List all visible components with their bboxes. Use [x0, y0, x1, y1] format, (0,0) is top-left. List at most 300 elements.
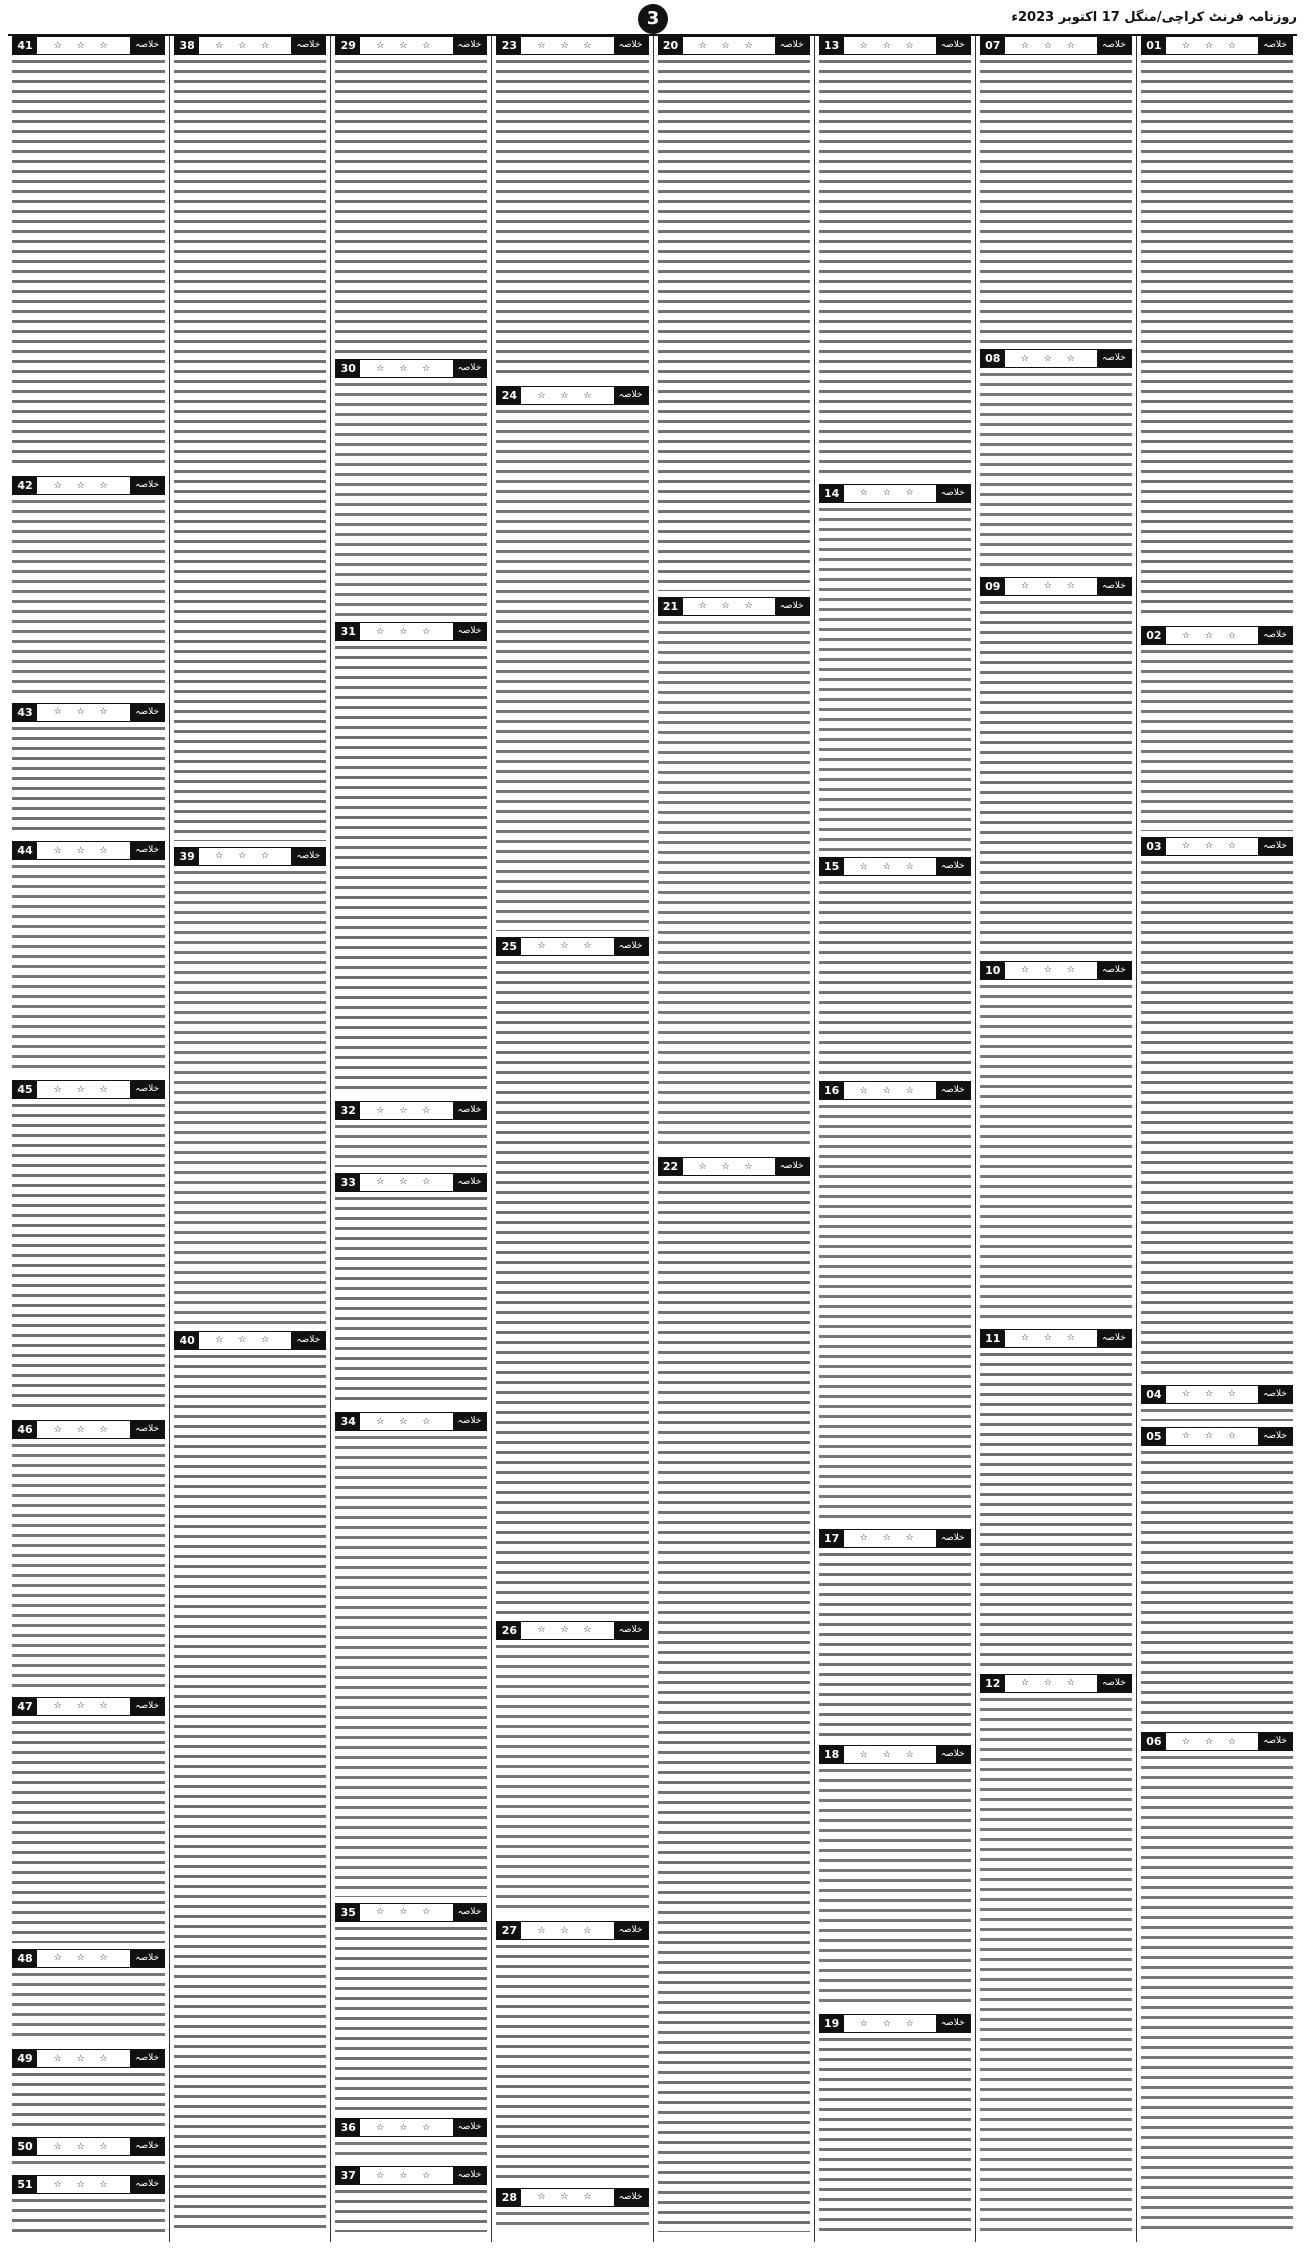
item-body-text — [12, 1718, 165, 1943]
item-header-bar — [174, 847, 326, 866]
item-number: 46 — [13, 1421, 37, 1438]
star-divider-icon: ☆ ☆ ☆ — [376, 1907, 437, 1918]
item-tag: خلاصہ — [614, 387, 648, 404]
star-divider-icon: ☆ ☆ ☆ — [215, 1335, 276, 1346]
item-tag: خلاصہ — [291, 1332, 325, 1349]
item-header-bar — [335, 2118, 487, 2137]
star-divider-icon: ☆ ☆ ☆ — [376, 40, 437, 51]
star-divider-icon: ☆ ☆ ☆ — [1182, 1431, 1242, 1442]
item-body-text — [819, 2035, 971, 2232]
item-body-text — [980, 57, 1132, 343]
item-tag: خلاصہ — [614, 1622, 648, 1639]
news-item — [496, 1921, 648, 2184]
star-divider-icon: ☆ ☆ ☆ — [215, 40, 276, 51]
item-header-bar — [819, 857, 971, 876]
item-tag: خلاصہ — [130, 1421, 164, 1438]
news-column — [814, 36, 975, 2242]
item-tag: خلاصہ — [1258, 838, 1292, 855]
item-number: 04 — [1142, 1386, 1166, 1403]
item-tag: خلاصہ — [775, 1158, 809, 1175]
item-body-text — [980, 982, 1132, 1323]
item-number: 44 — [13, 842, 37, 859]
item-tag: خلاصہ — [936, 2015, 970, 2032]
item-body-text — [12, 1101, 165, 1414]
news-item — [12, 1697, 165, 1945]
item-header-bar — [496, 1621, 648, 1640]
item-body-text — [980, 1695, 1132, 2232]
item-tag: خلاصہ — [453, 2167, 487, 2184]
item-body-text — [335, 57, 487, 353]
item-header-bar — [819, 1081, 971, 1100]
item-number: 05 — [1142, 1428, 1166, 1445]
news-item — [12, 703, 165, 837]
item-body-text — [12, 2070, 165, 2131]
item-body-text — [496, 1642, 648, 1915]
item-body-text — [335, 1924, 487, 2112]
star-divider-icon: ☆ ☆ ☆ — [537, 941, 598, 952]
item-number: 29 — [336, 37, 360, 54]
item-body-text — [174, 1352, 326, 2232]
item-tag: خلاصہ — [1097, 578, 1131, 595]
star-divider-icon: ☆ ☆ ☆ — [698, 1161, 759, 1172]
item-tag: خلاصہ — [130, 704, 164, 721]
item-number: 23 — [497, 37, 521, 54]
item-tag: خلاصہ — [130, 2050, 164, 2067]
item-header-bar — [1141, 36, 1293, 55]
item-number: 39 — [175, 848, 199, 865]
news-column — [169, 36, 330, 2242]
item-header-bar — [12, 2137, 165, 2156]
item-body-text — [819, 57, 971, 478]
item-tag: خلاصہ — [130, 1081, 164, 1098]
item-tag: خلاصہ — [130, 1950, 164, 1967]
item-body-text — [496, 958, 648, 1615]
news-item — [335, 622, 487, 1097]
item-tag: خلاصہ — [1097, 962, 1131, 979]
item-body-text — [496, 1942, 648, 2182]
item-tag: خلاصہ — [614, 2189, 648, 2206]
news-item — [658, 597, 810, 1154]
news-item — [12, 1949, 165, 2046]
item-number: 19 — [820, 2015, 844, 2032]
news-item — [12, 36, 165, 472]
star-divider-icon: ☆ ☆ ☆ — [1182, 841, 1242, 852]
news-item — [980, 961, 1132, 1325]
masthead: روزنامہ فرنٹ کراچی/منگل 17 اکتوبر 2023ء — [1011, 10, 1297, 25]
item-tag: خلاصہ — [130, 477, 164, 494]
item-header-bar — [335, 36, 487, 55]
news-column — [1136, 36, 1297, 2242]
item-header-bar — [496, 937, 648, 956]
item-tag: خلاصہ — [614, 938, 648, 955]
item-body-text — [1141, 647, 1293, 831]
item-body-text — [174, 57, 326, 841]
star-divider-icon: ☆ ☆ ☆ — [537, 40, 598, 51]
item-number: 28 — [497, 2189, 521, 2206]
news-item — [496, 2188, 648, 2234]
star-divider-icon: ☆ ☆ ☆ — [53, 1424, 114, 1435]
star-divider-icon: ☆ ☆ ☆ — [53, 1084, 114, 1095]
news-item — [174, 1331, 326, 2234]
news-item — [496, 1621, 648, 1917]
star-divider-icon: ☆ ☆ ☆ — [1020, 965, 1081, 976]
item-tag: خلاصہ — [453, 1102, 487, 1119]
item-number: 45 — [13, 1081, 37, 1098]
item-number: 30 — [336, 360, 360, 377]
item-number: 14 — [820, 485, 844, 502]
item-tag: خلاصہ — [453, 37, 487, 54]
item-number: 21 — [659, 598, 683, 615]
item-header-bar — [980, 1674, 1132, 1693]
item-tag: خلاصہ — [453, 1413, 487, 1430]
news-item — [496, 386, 648, 933]
item-header-bar — [658, 36, 810, 55]
item-header-bar — [1141, 1385, 1293, 1404]
item-header-bar — [980, 36, 1132, 55]
star-divider-icon: ☆ ☆ ☆ — [376, 1177, 437, 1188]
item-header-bar — [335, 1412, 487, 1431]
item-tag: خلاصہ — [936, 858, 970, 875]
item-body-text — [174, 868, 326, 1325]
item-header-bar — [335, 622, 487, 641]
item-header-bar — [496, 36, 648, 55]
star-divider-icon: ☆ ☆ ☆ — [376, 2122, 437, 2133]
item-number: 15 — [820, 858, 844, 875]
item-number: 10 — [981, 962, 1005, 979]
item-number: 26 — [497, 1622, 521, 1639]
star-divider-icon: ☆ ☆ ☆ — [53, 845, 114, 856]
item-number: 32 — [336, 1102, 360, 1119]
item-header-bar — [819, 2014, 971, 2033]
news-item — [496, 937, 648, 1617]
item-header-bar — [12, 36, 165, 55]
item-tag: خلاصہ — [775, 37, 809, 54]
item-tag: خلاصہ — [775, 598, 809, 615]
news-column — [975, 36, 1136, 2242]
item-body-text — [980, 1350, 1132, 1668]
item-number: 37 — [336, 2167, 360, 2184]
item-body-text — [335, 1122, 487, 1167]
news-item — [1141, 626, 1293, 833]
item-header-bar — [980, 349, 1132, 368]
item-header-bar — [819, 36, 971, 55]
news-item — [12, 2137, 165, 2171]
item-body-text — [12, 1970, 165, 2044]
item-tag: خلاصہ — [1097, 350, 1131, 367]
item-body-text — [12, 862, 165, 1074]
news-item — [335, 1101, 487, 1169]
item-number: 16 — [820, 1082, 844, 1099]
item-body-text — [819, 1102, 971, 1523]
star-divider-icon: ☆ ☆ ☆ — [1020, 1678, 1081, 1689]
item-tag: خلاصہ — [1258, 1386, 1292, 1403]
news-column — [491, 36, 652, 2242]
news-item — [496, 36, 648, 382]
item-number: 01 — [1142, 37, 1166, 54]
item-number: 33 — [336, 1174, 360, 1191]
news-item — [12, 1420, 165, 1693]
item-number: 36 — [336, 2119, 360, 2136]
item-header-bar — [980, 961, 1132, 980]
star-divider-icon: ☆ ☆ ☆ — [53, 2053, 114, 2064]
star-divider-icon: ☆ ☆ ☆ — [859, 861, 920, 872]
item-body-text — [819, 505, 971, 851]
item-header-bar — [12, 1949, 165, 1968]
item-number: 27 — [497, 1922, 521, 1939]
item-tag: خلاصہ — [936, 1746, 970, 1763]
star-divider-icon: ☆ ☆ ☆ — [1182, 1736, 1242, 1747]
item-number: 13 — [820, 37, 844, 54]
item-header-bar — [819, 1745, 971, 1764]
item-header-bar — [335, 359, 487, 378]
item-header-bar — [335, 1173, 487, 1192]
news-item — [980, 577, 1132, 957]
item-tag: خلاصہ — [1097, 1675, 1131, 1692]
star-divider-icon: ☆ ☆ ☆ — [537, 2192, 598, 2203]
item-header-bar — [12, 2175, 165, 2194]
item-tag: خلاصہ — [936, 1082, 970, 1099]
item-number: 38 — [175, 37, 199, 54]
item-header-bar — [335, 1903, 487, 1922]
item-number: 08 — [981, 350, 1005, 367]
item-header-bar — [1141, 626, 1293, 645]
item-body-text — [1141, 1448, 1293, 1727]
star-divider-icon: ☆ ☆ ☆ — [1020, 1333, 1081, 1344]
item-body-text — [12, 1441, 165, 1691]
star-divider-icon: ☆ ☆ ☆ — [859, 40, 920, 51]
news-column — [8, 36, 169, 2242]
item-tag: خلاصہ — [453, 2119, 487, 2136]
star-divider-icon: ☆ ☆ ☆ — [376, 1416, 437, 1427]
item-number: 43 — [13, 704, 37, 721]
news-item — [658, 1157, 810, 2234]
item-body-text — [12, 57, 165, 470]
star-divider-icon: ☆ ☆ ☆ — [1020, 40, 1081, 51]
star-divider-icon: ☆ ☆ ☆ — [537, 390, 598, 401]
star-divider-icon: ☆ ☆ ☆ — [376, 2170, 437, 2181]
item-tag: خلاصہ — [936, 485, 970, 502]
page-header — [8, 4, 1297, 36]
item-tag: خلاصہ — [614, 1922, 648, 1939]
news-item — [335, 2166, 487, 2234]
item-number: 02 — [1142, 627, 1166, 644]
news-item — [174, 847, 326, 1327]
news-item — [12, 841, 165, 1076]
item-tag: خلاصہ — [1258, 1428, 1292, 1445]
item-tag: خلاصہ — [130, 842, 164, 859]
item-header-bar — [12, 476, 165, 495]
star-divider-icon: ☆ ☆ ☆ — [859, 1749, 920, 1760]
item-header-bar — [12, 2049, 165, 2068]
news-item — [819, 1529, 971, 1741]
star-divider-icon: ☆ ☆ ☆ — [376, 626, 437, 637]
star-divider-icon: ☆ ☆ ☆ — [1182, 40, 1242, 51]
item-tag: خلاصہ — [130, 2176, 164, 2193]
item-tag: خلاصہ — [453, 360, 487, 377]
item-body-text — [335, 643, 487, 1095]
star-divider-icon: ☆ ☆ ☆ — [53, 2179, 114, 2190]
star-divider-icon: ☆ ☆ ☆ — [1182, 1389, 1242, 1400]
news-item — [12, 476, 165, 698]
item-number: 49 — [13, 2050, 37, 2067]
item-tag: خلاصہ — [130, 1698, 164, 1715]
news-item — [819, 1745, 971, 2010]
star-divider-icon: ☆ ☆ ☆ — [376, 1105, 437, 1116]
item-tag: خلاصہ — [130, 37, 164, 54]
star-divider-icon: ☆ ☆ ☆ — [859, 2018, 920, 2029]
item-tag: خلاصہ — [291, 37, 325, 54]
star-divider-icon: ☆ ☆ ☆ — [53, 1701, 114, 1712]
item-body-text — [335, 2139, 487, 2160]
news-column — [653, 36, 814, 2242]
item-number: 41 — [13, 37, 37, 54]
item-header-bar — [12, 703, 165, 722]
item-header-bar — [174, 36, 326, 55]
item-body-text — [335, 380, 487, 616]
item-header-bar — [496, 1921, 648, 1940]
news-item — [174, 36, 326, 843]
news-item — [980, 1329, 1132, 1670]
news-item — [980, 1674, 1132, 2234]
item-number: 20 — [659, 37, 683, 54]
news-item — [1141, 1427, 1293, 1729]
item-number: 25 — [497, 938, 521, 955]
page-number: 3 — [638, 4, 668, 34]
item-body-text — [819, 1766, 971, 2008]
item-body-text — [658, 57, 810, 591]
item-number: 50 — [13, 2138, 37, 2155]
item-tag: خلاصہ — [1258, 1733, 1292, 1750]
item-number: 34 — [336, 1413, 360, 1430]
item-number: 48 — [13, 1950, 37, 1967]
item-header-bar — [174, 1331, 326, 1350]
item-tag: خلاصہ — [453, 623, 487, 640]
news-item — [1141, 1732, 1293, 2234]
item-body-text — [12, 2158, 165, 2169]
item-header-bar — [819, 484, 971, 503]
item-header-bar — [496, 2188, 648, 2207]
star-divider-icon: ☆ ☆ ☆ — [1020, 353, 1081, 364]
item-header-bar — [12, 1697, 165, 1716]
news-columns — [8, 36, 1297, 2242]
item-tag: خلاصہ — [453, 1904, 487, 1921]
news-item — [819, 36, 971, 480]
item-number: 51 — [13, 2176, 37, 2193]
star-divider-icon: ☆ ☆ ☆ — [53, 2141, 114, 2152]
item-tag: خلاصہ — [1258, 627, 1292, 644]
item-header-bar — [12, 1420, 165, 1439]
star-divider-icon: ☆ ☆ ☆ — [376, 363, 437, 374]
item-header-bar — [12, 1080, 165, 1099]
item-number: 24 — [497, 387, 521, 404]
item-tag: خلاصہ — [936, 1530, 970, 1547]
item-body-text — [12, 724, 165, 835]
item-header-bar — [658, 1157, 810, 1176]
news-item — [335, 1412, 487, 1899]
news-item — [819, 1081, 971, 1525]
item-header-bar — [819, 1529, 971, 1548]
item-number: 40 — [175, 1332, 199, 1349]
star-divider-icon: ☆ ☆ ☆ — [215, 851, 276, 862]
item-header-bar — [1141, 1732, 1293, 1751]
star-divider-icon: ☆ ☆ ☆ — [537, 1625, 598, 1636]
item-body-text — [12, 2196, 165, 2232]
news-item — [335, 36, 487, 355]
news-item — [12, 2049, 165, 2133]
star-divider-icon: ☆ ☆ ☆ — [537, 1925, 598, 1936]
item-body-text — [496, 2209, 648, 2232]
news-item — [819, 484, 971, 853]
news-item — [1141, 36, 1293, 622]
star-divider-icon: ☆ ☆ ☆ — [698, 40, 759, 51]
item-number: 35 — [336, 1904, 360, 1921]
item-body-text — [819, 878, 971, 1075]
item-header-bar — [335, 1101, 487, 1120]
star-divider-icon: ☆ ☆ ☆ — [698, 601, 759, 612]
star-divider-icon: ☆ ☆ ☆ — [1020, 581, 1081, 592]
item-header-bar — [658, 597, 810, 616]
news-item — [335, 1903, 487, 2114]
news-item — [980, 36, 1132, 345]
item-number: 09 — [981, 578, 1005, 595]
item-number: 06 — [1142, 1733, 1166, 1750]
news-item — [12, 2175, 165, 2234]
item-tag: خلاصہ — [614, 37, 648, 54]
news-item — [658, 36, 810, 593]
news-item — [335, 359, 487, 618]
item-body-text — [980, 370, 1132, 570]
item-body-text — [12, 497, 165, 696]
star-divider-icon: ☆ ☆ ☆ — [859, 1533, 920, 1544]
item-header-bar — [335, 2166, 487, 2185]
item-tag: خلاصہ — [291, 848, 325, 865]
star-divider-icon: ☆ ☆ ☆ — [53, 707, 114, 718]
item-number: 11 — [981, 1330, 1005, 1347]
item-body-text — [819, 1550, 971, 1739]
star-divider-icon: ☆ ☆ ☆ — [53, 1953, 114, 1964]
item-tag: خلاصہ — [1097, 1330, 1131, 1347]
item-number: 12 — [981, 1675, 1005, 1692]
item-tag: خلاصہ — [453, 1174, 487, 1191]
item-tag: خلاصہ — [1258, 37, 1292, 54]
item-body-text — [1141, 1753, 1293, 2232]
item-number: 17 — [820, 1530, 844, 1547]
item-body-text — [1141, 858, 1293, 1379]
item-body-text — [1141, 1406, 1293, 1421]
star-divider-icon: ☆ ☆ ☆ — [1182, 630, 1242, 641]
news-item — [980, 349, 1132, 572]
item-header-bar — [12, 841, 165, 860]
news-column — [330, 36, 491, 2242]
item-number: 22 — [659, 1158, 683, 1175]
news-item — [335, 1173, 487, 1408]
item-body-text — [335, 1433, 487, 1897]
item-header-bar — [496, 386, 648, 405]
star-divider-icon: ☆ ☆ ☆ — [53, 480, 114, 491]
item-body-text — [335, 1194, 487, 1406]
item-body-text — [1141, 57, 1293, 620]
item-body-text — [496, 57, 648, 380]
item-header-bar — [980, 1329, 1132, 1348]
item-number: 07 — [981, 37, 1005, 54]
item-tag: خلاصہ — [1097, 37, 1131, 54]
item-number: 18 — [820, 1746, 844, 1763]
star-divider-icon: ☆ ☆ ☆ — [859, 1085, 920, 1096]
item-body-text — [335, 2187, 487, 2232]
item-header-bar — [980, 577, 1132, 596]
news-item — [335, 2118, 487, 2162]
item-body-text — [980, 598, 1132, 955]
